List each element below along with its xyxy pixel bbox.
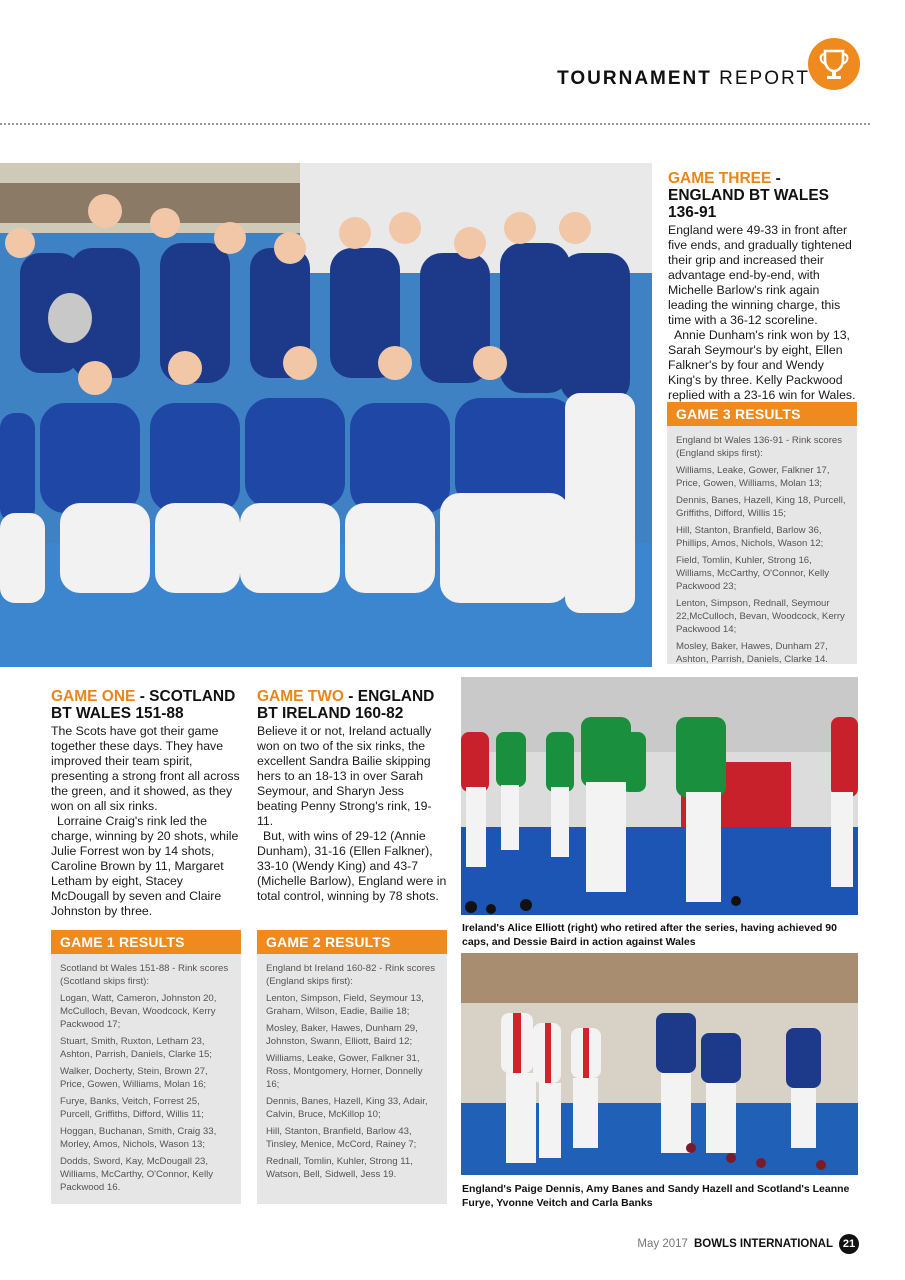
- game3-results-box: [667, 402, 857, 664]
- list-item: Scotland bt Wales 151-88 - Rink scores (Scotland skips first):: [60, 963, 229, 987]
- list-item: Furye, Banks, Veitch, Forrest 25, Purcell, Griffiths, Difford, Willis 11;: [60, 1096, 204, 1120]
- list-item: Hill, Stanton, Branfield, Barlow 43, Tinsley, Menice, McCord, Rainey 7;: [266, 1126, 417, 1150]
- game-one-article: [51, 688, 241, 919]
- game-two-heading-result: - ENGLAND BT IRELAND 160-82: [257, 688, 435, 722]
- team-photo: [0, 163, 652, 667]
- list-item: Lenton, Simpson, Field, Seymour 13, Graham, Wilson, Eadie, Bailie 18;: [266, 993, 424, 1017]
- game-three-paragraph-2: Annie Dunham's rink won by 13, Sarah Seymour's by eight, Ellen Falkner's by four and Wendy King's by three. Kelly Packwood replied with a 23-16 win for Wales.: [668, 328, 856, 402]
- ireland-photo-caption: Ireland's Alice Elliott (right) who retired after the series, having achieved 90 caps, and Dessie Baird in action against Wales: [462, 922, 837, 948]
- list-item: Logan, Watt, Cameron, Johnston 20, McCulloch, Bevan, Woodcock, Kerry Packwood 17;: [60, 993, 217, 1030]
- section-title-light: REPORT: [719, 68, 810, 89]
- game1-results-title: GAME 1 RESULTS: [51, 930, 241, 954]
- list-item: Hill, Stanton, Branfield, Barlow 36, Phillips, Amos, Nichols, Wason 12;: [676, 525, 824, 549]
- game2-results-box: [257, 930, 447, 1204]
- game2-results-title: GAME 2 RESULTS: [257, 930, 447, 954]
- game-three-article: [668, 170, 860, 403]
- game-one-heading: [51, 688, 241, 722]
- page-number: 21: [839, 1234, 859, 1254]
- section-title: [557, 68, 810, 90]
- list-item: England bt Wales 136-91 - Rink scores (England skips first):: [676, 435, 843, 459]
- game-one-heading-label: GAME ONE: [51, 688, 136, 705]
- england-scotland-photo: [461, 953, 858, 1175]
- list-item: Walker, Docherty, Stein, Brown 27, Price, Gowen, Williams, Molan 16;: [60, 1066, 208, 1090]
- game1-results-list: [51, 954, 241, 1204]
- game-two-heading-label: GAME TWO: [257, 688, 344, 705]
- game3-results-list: [667, 426, 857, 676]
- ireland-action-photo: [461, 677, 858, 915]
- page-footer: [637, 1233, 859, 1255]
- list-item: Williams, Leake, Gower, Falkner 31, Ross, Montgomery, Horner, Donnelly 16;: [266, 1053, 423, 1090]
- list-item: Hoggan, Buchanan, Smith, Craig 33, Morley, Amos, Nichols, Wason 13;: [60, 1126, 217, 1150]
- list-item: Rednall, Tomlin, Kuhler, Strong 11, Watson, Bell, Sidwell, Jess 19.: [266, 1156, 413, 1180]
- trophy-icon: [808, 38, 860, 90]
- game2-results-list: [257, 954, 447, 1191]
- list-item: Dennis, Banes, Hazell, King 33, Adair, Calvin, Bruce, McKillop 10;: [266, 1096, 428, 1120]
- england-photo-caption: England's Paige Dennis, Amy Banes and Sandy Hazell and Scotland's Leanne Furye, Yvonne Veitch and Carla Banks: [462, 1183, 850, 1209]
- dotted-divider: [0, 123, 870, 125]
- list-item: Mosley, Baker, Hawes, Dunham 29, Johnston, Swann, Elliott, Baird 12;: [266, 1023, 418, 1047]
- game-one-heading-result: - SCOTLAND BT WALES 151-88: [51, 688, 236, 722]
- list-item: Field, Tomlin, Kuhler, Strong 16, Williams, McCarthy, O'Connor, Kelly Packwood 23;: [676, 555, 830, 592]
- game-three-paragraph-1: England were 49-33 in front after five ends, and gradually tightened their grip and increased their advantage end-by-end, with Michelle Barlow's rink again leading the winning charge, this time with a 36-12 scoreline.: [668, 223, 852, 327]
- game-one-paragraph-1: The Scots have got their game together these days. They have improved their team spirit, presenting a strong front all across the green, and it showed, as they won on all six rinks.: [51, 724, 240, 813]
- game-two-paragraph-1: Believe it or not, Ireland actually won on two of the six rinks, the excellent Sandra Bailie skipping hers to an 18-13 in over Sarah Seymour, and Sharyn Jess beating Penny Strong's rink, 19-11.: [257, 724, 432, 828]
- magazine-name: BOWLS INTERNATIONAL: [693, 1238, 833, 1250]
- game1-results-box: [51, 930, 241, 1204]
- page-header: [0, 30, 905, 110]
- game-three-heading-result: - ENGLAND BT WALES 136-91: [668, 170, 830, 221]
- game-three-heading-label: GAME THREE: [668, 170, 772, 187]
- game-three-heading: [668, 170, 860, 221]
- game-two-heading: [257, 688, 447, 722]
- game-one-paragraph-2: Lorraine Craig's rink led the charge, winning by 20 shots, while Julie Forrest won by 14 shots, Caroline Brown by 11, Margaret Letham by eight, Stacey McDougall by seven and Claire Johnston by three.: [51, 814, 239, 918]
- game3-results-title: GAME 3 RESULTS: [667, 402, 857, 426]
- list-item: Mosley, Baker, Hawes, Dunham 27, Ashton, Parrish, Daniels, Clarke 14.: [676, 641, 828, 665]
- list-item: Williams, Leake, Gower, Falkner 17, Price, Gowen, Williams, Molan 13;: [676, 465, 830, 489]
- list-item: England bt Ireland 160-82 - Rink scores (England skips first):: [266, 963, 436, 987]
- game-two-article: [257, 688, 447, 904]
- list-item: Stuart, Smith, Ruxton, Letham 23, Ashton, Parrish, Daniels, Clarke 15;: [60, 1036, 212, 1060]
- issue-date: May 2017: [637, 1238, 688, 1250]
- game-two-paragraph-2: But, with wins of 29-12 (Annie Dunham), 31-16 (Ellen Falkner), 33-10 (Wendy King) and 43-7 (Michelle Barlow), England were in total control, winning by 78 shots.: [257, 829, 447, 903]
- list-item: Dodds, Sword, Kay, McDougall 23, Williams, McCarthy, O'Connor, Kelly Packwood 16.: [60, 1156, 214, 1193]
- list-item: Lenton, Simpson, Rednall, Seymour 22,McCulloch, Bevan, Woodcock, Kerry Packwood 14;: [676, 598, 845, 635]
- list-item: Dennis, Banes, Hazell, King 18, Purcell, Griffiths, Difford, Willis 15;: [676, 495, 846, 519]
- section-title-bold: TOURNAMENT: [557, 68, 712, 89]
